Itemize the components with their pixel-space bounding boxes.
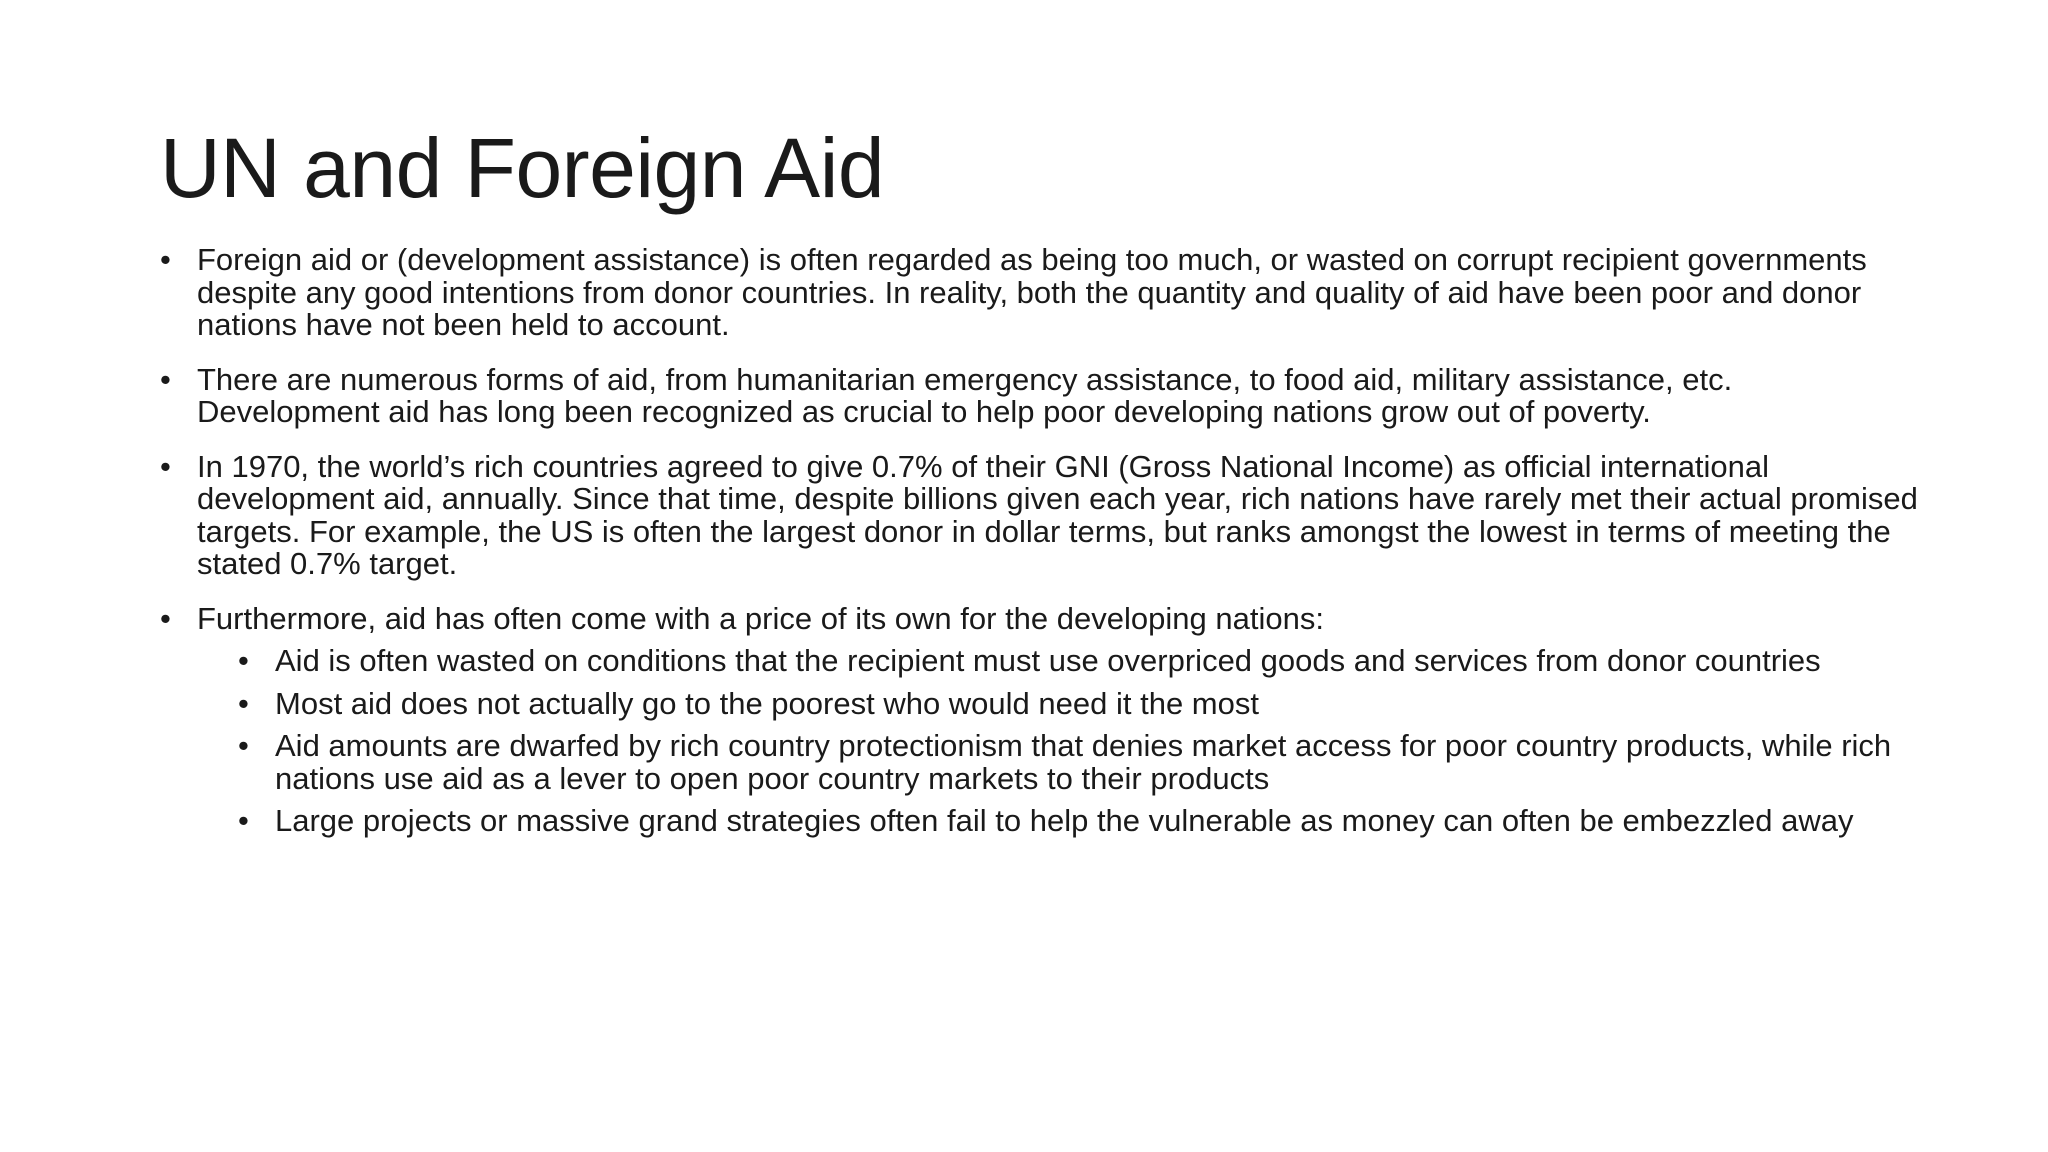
sub-bullet-text: • Aid is often wasted on conditions that the recipient must use overpriced goods and services from donor countries [275,643,1821,678]
bullet-text: • Furthermore, aid has often come with a price of its own for the developing nations: [197,600,1324,636]
bullet-text: • In 1970, the world’s rich countries agreed to give 0.7% of their GNI (Gross National Income) as official international development aid, annually. Since that time, despite billions given each year, rich nations have rarely met their actual promised targets. For example, the US is often the largest donor in dollar terms, but ranks amongst the lowest in terms of meeting the stated 0.7% target. [197,448,1918,581]
slide-title: UN and Foreign Aid [160,121,885,215]
bullet-text: • There are numerous forms of aid, from humanitarian emergency assistance, to food aid, military assistance, etc. Development aid has long been recognized as crucial to help poor developing nations grow out of poverty. [197,361,1733,429]
bullet-item [160,244,1920,342]
bullet-item [160,361,1920,429]
slide-body [160,244,1920,860]
sub-bullet-list [197,645,1920,838]
bullet-item [160,600,1920,838]
bullet-text: • Foreign aid or (development assistance) is often regarded as being too much, or wasted on corrupt recipient governments despite any good intentions from donor countries. In reality, both the quantity and quality of aid have been poor and donor nations have not been held to account. [197,242,1867,342]
sub-bullet-text: • Aid amounts are dwarfed by rich country protectionism that denies market access for poor country products, while rich nations use aid as a lever to open poor country markets to their products [275,728,1892,796]
sub-bullet-item [238,730,1920,795]
bullet-list [160,244,1920,838]
bullet-item [160,448,1920,581]
sub-bullet-item [238,805,1920,838]
sub-bullet-text: • Most aid does not actually go to the poorest who would need it the most [275,685,1259,721]
sub-bullet-item [238,685,1920,721]
sub-bullet-item [238,645,1920,678]
sub-bullet-text: • Large projects or massive grand strategies often fail to help the vulnerable as money can often be embezzled away [275,803,1854,838]
